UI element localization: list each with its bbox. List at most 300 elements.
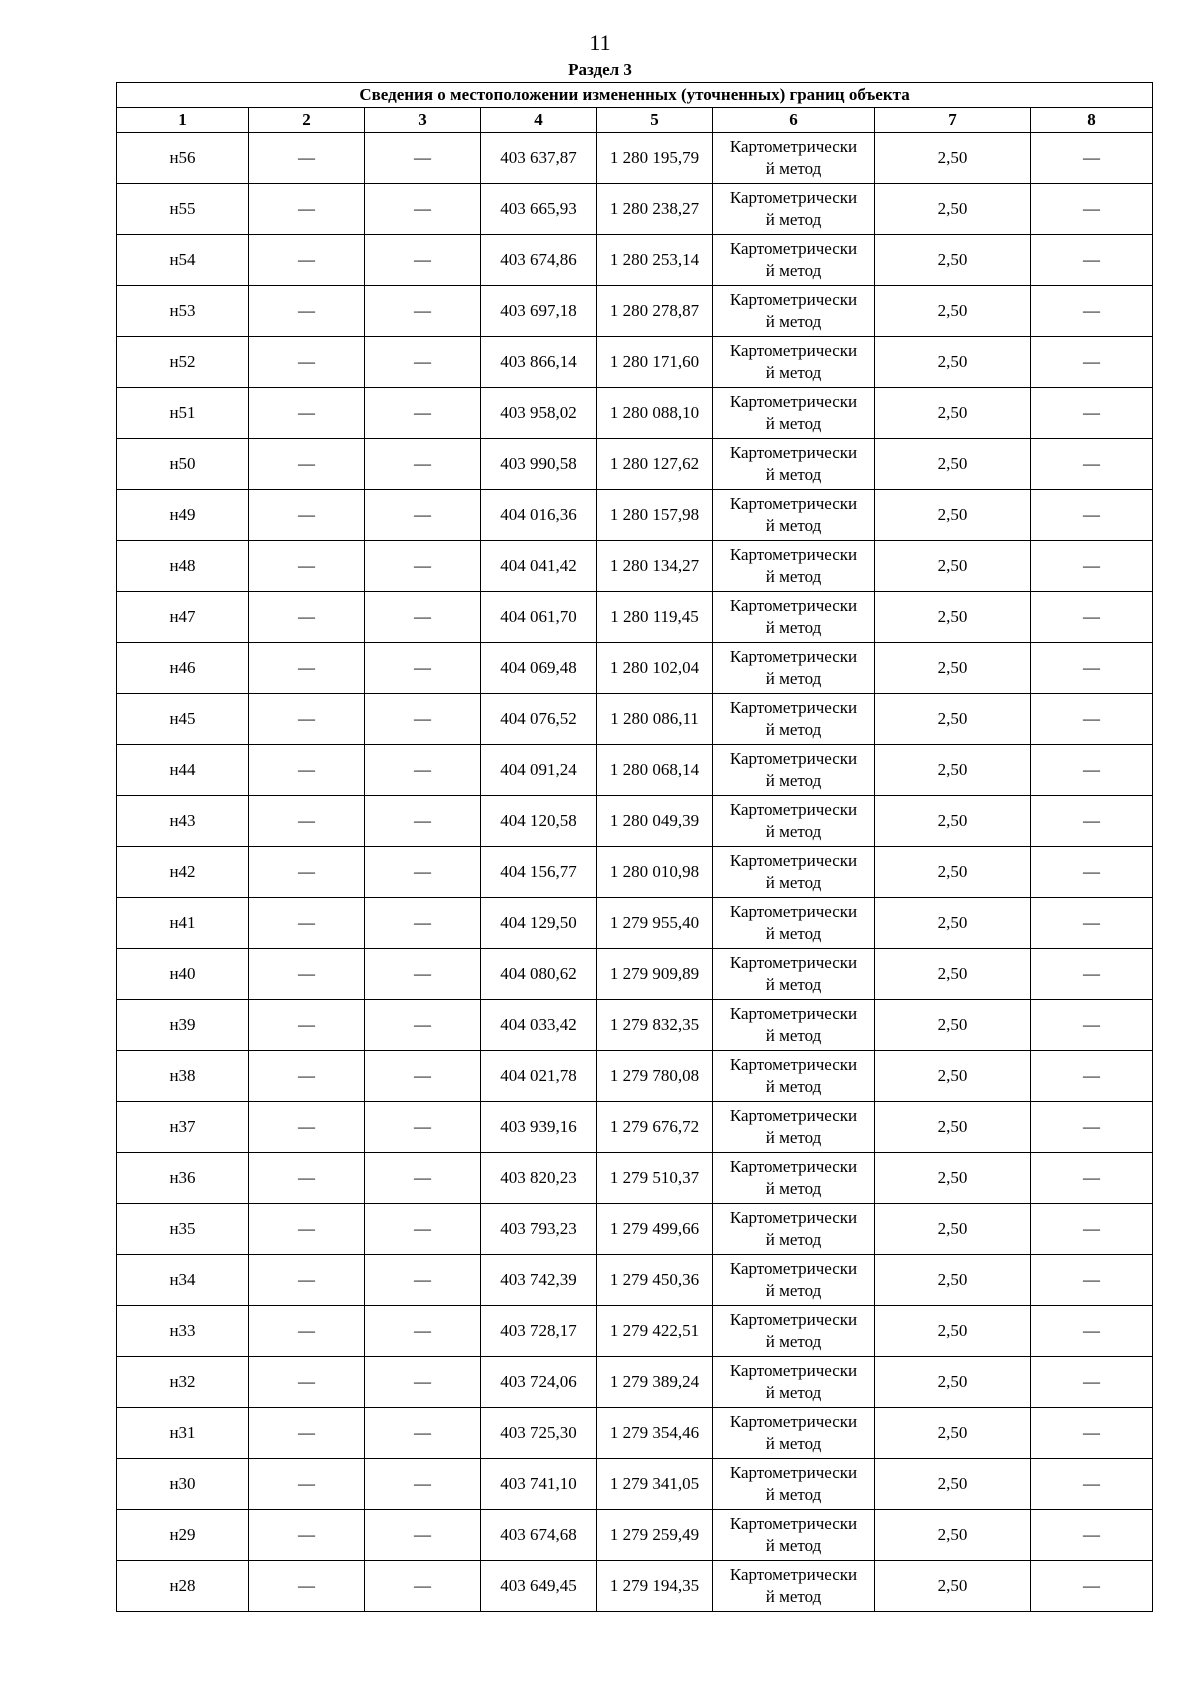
method-text-line: Картометрически — [729, 749, 858, 768]
point-id-cell: н47 — [117, 592, 249, 643]
method-text-line: й метод — [765, 873, 822, 892]
table-row — [117, 643, 1153, 694]
method-cell — [713, 439, 875, 490]
accuracy-cell: 2,50 — [875, 286, 1031, 337]
method-cell — [713, 898, 875, 949]
point-id-cell: н51 — [117, 388, 249, 439]
x-existing-cell: — — [249, 490, 365, 541]
method-cell — [713, 847, 875, 898]
accuracy-cell: 2,50 — [875, 1459, 1031, 1510]
table-row — [117, 745, 1153, 796]
table-row — [117, 337, 1153, 388]
method-cell — [713, 1357, 875, 1408]
table-row — [117, 184, 1153, 235]
description-cell: — — [1031, 796, 1153, 847]
method-text-line: Картометрически — [729, 953, 858, 972]
accuracy-cell: 2,50 — [875, 898, 1031, 949]
y-existing-cell: — — [365, 184, 481, 235]
x-coordinate-cell: 404 061,70 — [481, 592, 597, 643]
method-text-line: й метод — [765, 1026, 822, 1045]
description-cell: — — [1031, 643, 1153, 694]
point-id-cell: н41 — [117, 898, 249, 949]
accuracy-cell: 2,50 — [875, 1510, 1031, 1561]
accuracy-cell: 2,50 — [875, 592, 1031, 643]
description-cell: — — [1031, 439, 1153, 490]
table-row — [117, 1459, 1153, 1510]
x-existing-cell: — — [249, 286, 365, 337]
column-number: 5 — [597, 108, 713, 133]
method-cell — [713, 949, 875, 1000]
point-id-cell: н34 — [117, 1255, 249, 1306]
method-cell — [713, 286, 875, 337]
table-row — [117, 1408, 1153, 1459]
y-coordinate-cell: 1 280 049,39 — [597, 796, 713, 847]
y-coordinate-cell: 1 279 832,35 — [597, 1000, 713, 1051]
point-id-cell: н53 — [117, 286, 249, 337]
method-text-line: й метод — [765, 363, 822, 382]
accuracy-cell: 2,50 — [875, 541, 1031, 592]
y-coordinate-cell: 1 280 068,14 — [597, 745, 713, 796]
description-cell: — — [1031, 1204, 1153, 1255]
x-coordinate-cell: 404 120,58 — [481, 796, 597, 847]
y-coordinate-cell: 1 279 450,36 — [597, 1255, 713, 1306]
method-text-line: Картометрически — [729, 1004, 858, 1023]
description-cell: — — [1031, 133, 1153, 184]
method-text-line: Картометрически — [729, 494, 858, 513]
description-cell: — — [1031, 235, 1153, 286]
method-text-line: Картометрически — [729, 1463, 858, 1482]
accuracy-cell: 2,50 — [875, 1051, 1031, 1102]
x-existing-cell: — — [249, 643, 365, 694]
x-existing-cell: — — [249, 796, 365, 847]
method-text-line: Картометрически — [729, 1208, 858, 1227]
y-existing-cell: — — [365, 796, 481, 847]
method-text-line: й метод — [765, 261, 822, 280]
method-text-line: й метод — [765, 1332, 822, 1351]
table-row — [117, 592, 1153, 643]
point-id-cell: н54 — [117, 235, 249, 286]
point-id-cell: н28 — [117, 1561, 249, 1612]
method-cell — [713, 1561, 875, 1612]
table-row — [117, 286, 1153, 337]
x-existing-cell: — — [249, 1102, 365, 1153]
method-text-line: й метод — [765, 1077, 822, 1096]
method-cell — [713, 1000, 875, 1051]
description-cell: — — [1031, 1510, 1153, 1561]
method-text-line: Картометрически — [729, 596, 858, 615]
y-coordinate-cell: 1 279 194,35 — [597, 1561, 713, 1612]
description-cell: — — [1031, 1051, 1153, 1102]
description-cell: — — [1031, 541, 1153, 592]
method-text-line: й метод — [765, 720, 822, 739]
method-text-line: Картометрически — [729, 1259, 858, 1278]
x-coordinate-cell: 403 728,17 — [481, 1306, 597, 1357]
description-cell: — — [1031, 1357, 1153, 1408]
x-existing-cell: — — [249, 694, 365, 745]
column-number: 6 — [713, 108, 875, 133]
y-existing-cell: — — [365, 541, 481, 592]
x-coordinate-cell: 403 939,16 — [481, 1102, 597, 1153]
y-existing-cell: — — [365, 745, 481, 796]
method-cell — [713, 1051, 875, 1102]
x-existing-cell: — — [249, 898, 365, 949]
table-row — [117, 388, 1153, 439]
y-coordinate-cell: 1 280 134,27 — [597, 541, 713, 592]
y-existing-cell: — — [365, 847, 481, 898]
y-existing-cell: — — [365, 1408, 481, 1459]
y-coordinate-cell: 1 279 389,24 — [597, 1357, 713, 1408]
x-existing-cell: — — [249, 1051, 365, 1102]
x-coordinate-cell: 404 021,78 — [481, 1051, 597, 1102]
table-caption-row — [117, 83, 1153, 108]
table-row — [117, 133, 1153, 184]
method-text-line: Картометрически — [729, 290, 858, 309]
point-id-cell: н44 — [117, 745, 249, 796]
method-text-line: Картометрически — [729, 545, 858, 564]
y-existing-cell: — — [365, 133, 481, 184]
x-coordinate-cell: 403 793,23 — [481, 1204, 597, 1255]
description-cell: — — [1031, 1255, 1153, 1306]
method-text-line: Картометрически — [729, 1514, 858, 1533]
x-coordinate-cell: 403 649,45 — [481, 1561, 597, 1612]
table-row — [117, 541, 1153, 592]
description-cell: — — [1031, 1000, 1153, 1051]
column-number: 8 — [1031, 108, 1153, 133]
y-coordinate-cell: 1 279 259,49 — [597, 1510, 713, 1561]
table-row — [117, 1357, 1153, 1408]
method-text-line: Картометрически — [729, 341, 858, 360]
table-row — [117, 796, 1153, 847]
x-existing-cell: — — [249, 745, 365, 796]
point-id-cell: н50 — [117, 439, 249, 490]
column-number: 7 — [875, 108, 1031, 133]
x-existing-cell: — — [249, 847, 365, 898]
method-text-line: й метод — [765, 1434, 822, 1453]
description-cell: — — [1031, 337, 1153, 388]
method-text-line: Картометрически — [729, 647, 858, 666]
method-text-line: й метод — [765, 210, 822, 229]
method-cell — [713, 1408, 875, 1459]
method-cell — [713, 592, 875, 643]
point-id-cell: н36 — [117, 1153, 249, 1204]
table-row — [117, 847, 1153, 898]
x-coordinate-cell: 404 080,62 — [481, 949, 597, 1000]
method-text-line: Картометрически — [729, 1055, 858, 1074]
y-existing-cell: — — [365, 643, 481, 694]
y-coordinate-cell: 1 280 278,87 — [597, 286, 713, 337]
x-existing-cell: — — [249, 1510, 365, 1561]
point-id-cell: н45 — [117, 694, 249, 745]
y-existing-cell: — — [365, 1153, 481, 1204]
point-id-cell: н55 — [117, 184, 249, 235]
method-text-line: Картометрически — [729, 800, 858, 819]
method-cell — [713, 745, 875, 796]
y-coordinate-cell: 1 279 955,40 — [597, 898, 713, 949]
method-text-line: й метод — [765, 516, 822, 535]
accuracy-cell: 2,50 — [875, 1000, 1031, 1051]
method-text-line: й метод — [765, 1128, 822, 1147]
method-text-line: й метод — [765, 1281, 822, 1300]
y-existing-cell: — — [365, 1000, 481, 1051]
accuracy-cell: 2,50 — [875, 133, 1031, 184]
accuracy-cell: 2,50 — [875, 694, 1031, 745]
x-existing-cell: — — [249, 1459, 365, 1510]
accuracy-cell: 2,50 — [875, 1153, 1031, 1204]
table-row — [117, 1510, 1153, 1561]
x-coordinate-cell: 403 990,58 — [481, 439, 597, 490]
accuracy-cell: 2,50 — [875, 1408, 1031, 1459]
column-number: 1 — [117, 108, 249, 133]
method-text-line: й метод — [765, 1230, 822, 1249]
point-id-cell: н42 — [117, 847, 249, 898]
x-existing-cell: — — [249, 592, 365, 643]
point-id-cell: н46 — [117, 643, 249, 694]
x-existing-cell: — — [249, 1408, 365, 1459]
y-existing-cell: — — [365, 592, 481, 643]
description-cell: — — [1031, 1561, 1153, 1612]
y-coordinate-cell: 1 279 354,46 — [597, 1408, 713, 1459]
method-cell — [713, 133, 875, 184]
method-cell — [713, 541, 875, 592]
accuracy-cell: 2,50 — [875, 1255, 1031, 1306]
y-coordinate-cell: 1 279 780,08 — [597, 1051, 713, 1102]
description-cell: — — [1031, 1408, 1153, 1459]
x-existing-cell: — — [249, 1255, 365, 1306]
description-cell: — — [1031, 949, 1153, 1000]
method-text-line: й метод — [765, 414, 822, 433]
table-caption: Сведения о местоположении измененных (уточненных) границ объекта — [117, 83, 1153, 108]
column-number: 4 — [481, 108, 597, 133]
method-text-line: Картометрически — [729, 698, 858, 717]
point-id-cell: н43 — [117, 796, 249, 847]
table-row — [117, 694, 1153, 745]
y-coordinate-cell: 1 280 238,27 — [597, 184, 713, 235]
method-cell — [713, 337, 875, 388]
accuracy-cell: 2,50 — [875, 1102, 1031, 1153]
table-row — [117, 1306, 1153, 1357]
x-coordinate-cell: 404 076,52 — [481, 694, 597, 745]
x-existing-cell: — — [249, 388, 365, 439]
method-text-line: Картометрически — [729, 239, 858, 258]
method-text-line: й метод — [765, 618, 822, 637]
method-text-line: Картометрически — [729, 1361, 858, 1380]
page-number: 11 — [589, 30, 611, 55]
x-existing-cell: — — [249, 133, 365, 184]
accuracy-cell: 2,50 — [875, 643, 1031, 694]
method-cell — [713, 1102, 875, 1153]
x-coordinate-cell: 404 033,42 — [481, 1000, 597, 1051]
y-existing-cell: — — [365, 1204, 481, 1255]
x-coordinate-cell: 403 674,86 — [481, 235, 597, 286]
x-coordinate-cell: 403 697,18 — [481, 286, 597, 337]
y-existing-cell: — — [365, 439, 481, 490]
y-coordinate-cell: 1 280 010,98 — [597, 847, 713, 898]
x-existing-cell: — — [249, 1204, 365, 1255]
point-id-cell: н32 — [117, 1357, 249, 1408]
y-existing-cell: — — [365, 235, 481, 286]
point-id-cell: н35 — [117, 1204, 249, 1255]
description-cell: — — [1031, 490, 1153, 541]
table-row — [117, 1561, 1153, 1612]
x-coordinate-cell: 403 958,02 — [481, 388, 597, 439]
x-existing-cell: — — [249, 184, 365, 235]
method-text-line: й метод — [765, 924, 822, 943]
y-existing-cell: — — [365, 286, 481, 337]
method-text-line: Картометрически — [729, 188, 858, 207]
y-existing-cell: — — [365, 1255, 481, 1306]
y-coordinate-cell: 1 280 253,14 — [597, 235, 713, 286]
x-existing-cell: — — [249, 949, 365, 1000]
x-coordinate-cell: 404 091,24 — [481, 745, 597, 796]
y-existing-cell: — — [365, 337, 481, 388]
method-text-line: Картометрически — [729, 137, 858, 156]
method-text-line: й метод — [765, 312, 822, 331]
method-cell — [713, 643, 875, 694]
column-number: 2 — [249, 108, 365, 133]
table-row — [117, 1102, 1153, 1153]
method-cell — [713, 1255, 875, 1306]
method-text-line: й метод — [765, 465, 822, 484]
y-existing-cell: — — [365, 949, 481, 1000]
description-cell: — — [1031, 1102, 1153, 1153]
accuracy-cell: 2,50 — [875, 1306, 1031, 1357]
x-coordinate-cell: 403 665,93 — [481, 184, 597, 235]
accuracy-cell: 2,50 — [875, 745, 1031, 796]
point-id-cell: н52 — [117, 337, 249, 388]
table-row — [117, 1204, 1153, 1255]
method-text-line: Картометрически — [729, 1157, 858, 1176]
method-text-line: й метод — [765, 771, 822, 790]
method-cell — [713, 1204, 875, 1255]
x-coordinate-cell: 404 129,50 — [481, 898, 597, 949]
x-coordinate-cell: 403 674,68 — [481, 1510, 597, 1561]
y-coordinate-cell: 1 280 086,11 — [597, 694, 713, 745]
method-text-line: й метод — [765, 1536, 822, 1555]
y-existing-cell: — — [365, 1051, 481, 1102]
method-cell — [713, 1153, 875, 1204]
method-text-line: й метод — [765, 1587, 822, 1606]
method-cell — [713, 1459, 875, 1510]
table-row — [117, 439, 1153, 490]
x-coordinate-cell: 404 069,48 — [481, 643, 597, 694]
description-cell: — — [1031, 898, 1153, 949]
accuracy-cell: 2,50 — [875, 847, 1031, 898]
y-existing-cell: — — [365, 898, 481, 949]
x-existing-cell: — — [249, 1561, 365, 1612]
x-coordinate-cell: 403 820,23 — [481, 1153, 597, 1204]
table-body — [117, 133, 1153, 1612]
method-text-line: Картометрически — [729, 902, 858, 921]
method-text-line: й метод — [765, 1383, 822, 1402]
method-cell — [713, 184, 875, 235]
y-existing-cell: — — [365, 388, 481, 439]
y-coordinate-cell: 1 279 422,51 — [597, 1306, 713, 1357]
accuracy-cell: 2,50 — [875, 439, 1031, 490]
description-cell: — — [1031, 184, 1153, 235]
x-existing-cell: — — [249, 1306, 365, 1357]
y-coordinate-cell: 1 279 341,05 — [597, 1459, 713, 1510]
y-existing-cell: — — [365, 1561, 481, 1612]
method-text-line: й метод — [765, 1179, 822, 1198]
x-coordinate-cell: 403 741,10 — [481, 1459, 597, 1510]
table-row — [117, 898, 1153, 949]
description-cell: — — [1031, 745, 1153, 796]
method-cell — [713, 1510, 875, 1561]
method-text-line: й метод — [765, 669, 822, 688]
column-number: 3 — [365, 108, 481, 133]
accuracy-cell: 2,50 — [875, 1204, 1031, 1255]
point-id-cell: н56 — [117, 133, 249, 184]
point-id-cell: н48 — [117, 541, 249, 592]
point-id-cell: н38 — [117, 1051, 249, 1102]
point-id-cell: н37 — [117, 1102, 249, 1153]
x-coordinate-cell: 403 742,39 — [481, 1255, 597, 1306]
point-id-cell: н39 — [117, 1000, 249, 1051]
x-existing-cell: — — [249, 439, 365, 490]
y-coordinate-cell: 1 280 088,10 — [597, 388, 713, 439]
method-cell — [713, 796, 875, 847]
description-cell: — — [1031, 1306, 1153, 1357]
x-coordinate-cell: 404 156,77 — [481, 847, 597, 898]
y-coordinate-cell: 1 279 499,66 — [597, 1204, 713, 1255]
accuracy-cell: 2,50 — [875, 235, 1031, 286]
method-text-line: Картометрически — [729, 1412, 858, 1431]
method-cell — [713, 388, 875, 439]
accuracy-cell: 2,50 — [875, 1357, 1031, 1408]
x-coordinate-cell: 403 725,30 — [481, 1408, 597, 1459]
y-coordinate-cell: 1 280 119,45 — [597, 592, 713, 643]
accuracy-cell: 2,50 — [875, 184, 1031, 235]
table-row — [117, 1051, 1153, 1102]
method-text-line: Картометрически — [729, 392, 858, 411]
accuracy-cell: 2,50 — [875, 490, 1031, 541]
accuracy-cell: 2,50 — [875, 949, 1031, 1000]
point-id-cell: н40 — [117, 949, 249, 1000]
y-coordinate-cell: 1 279 909,89 — [597, 949, 713, 1000]
x-existing-cell: — — [249, 1000, 365, 1051]
x-coordinate-cell: 403 866,14 — [481, 337, 597, 388]
y-existing-cell: — — [365, 490, 481, 541]
method-text-line: й метод — [765, 975, 822, 994]
method-text-line: Картометрически — [729, 851, 858, 870]
column-number-row — [117, 108, 1153, 133]
point-id-cell: н33 — [117, 1306, 249, 1357]
method-cell — [713, 1306, 875, 1357]
y-coordinate-cell: 1 280 102,04 — [597, 643, 713, 694]
section-title: Раздел 3 — [568, 60, 632, 79]
method-text-line: й метод — [765, 822, 822, 841]
y-coordinate-cell: 1 280 127,62 — [597, 439, 713, 490]
y-coordinate-cell: 1 279 676,72 — [597, 1102, 713, 1153]
accuracy-cell: 2,50 — [875, 337, 1031, 388]
table-row — [117, 1153, 1153, 1204]
method-text-line: Картометрически — [729, 443, 858, 462]
y-existing-cell: — — [365, 1459, 481, 1510]
x-coordinate-cell: 403 724,06 — [481, 1357, 597, 1408]
table-row — [117, 235, 1153, 286]
coordinates-table — [116, 82, 1153, 1612]
y-existing-cell: — — [365, 1357, 481, 1408]
y-existing-cell: — — [365, 1102, 481, 1153]
point-id-cell: н49 — [117, 490, 249, 541]
y-coordinate-cell: 1 280 195,79 — [597, 133, 713, 184]
description-cell: — — [1031, 694, 1153, 745]
x-existing-cell: — — [249, 1153, 365, 1204]
description-cell: — — [1031, 1459, 1153, 1510]
description-cell: — — [1031, 388, 1153, 439]
x-coordinate-cell: 403 637,87 — [481, 133, 597, 184]
method-text-line: Картометрически — [729, 1565, 858, 1584]
